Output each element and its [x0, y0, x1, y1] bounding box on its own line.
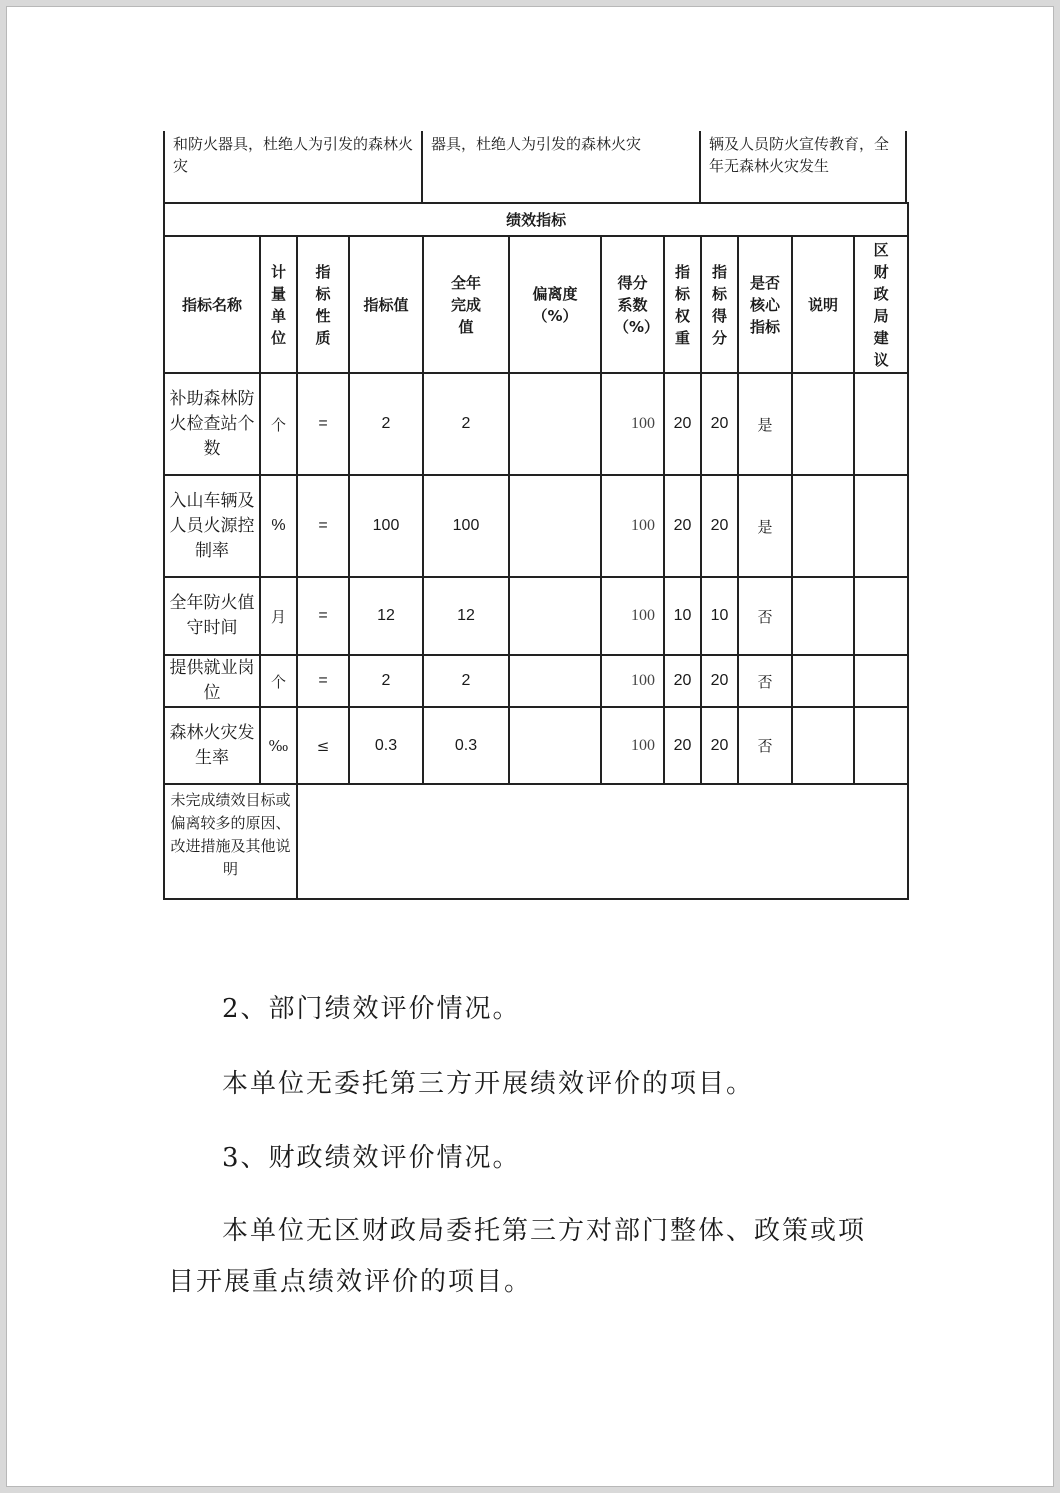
coefficient-cell: 100 — [601, 577, 664, 655]
deviation-cell — [509, 707, 601, 784]
coefficient-cell: 100 — [601, 373, 664, 475]
weight-cell: 20 — [664, 707, 701, 784]
continuation-cell-3: 辆及人员防火宣传教育，全年无森林火灾发生 — [709, 135, 890, 175]
score-cell: 20 — [701, 475, 738, 577]
header-nature: 指标性质 — [297, 236, 349, 373]
target-cell: 12 — [349, 577, 423, 655]
actual-cell: 2 — [423, 655, 509, 707]
coefficient-cell: 100 — [601, 707, 664, 784]
table-row — [164, 475, 908, 577]
indicator-name: 入山车辆及人员火源控制率 — [164, 475, 260, 577]
target-cell: 2 — [349, 373, 423, 475]
section-heading-3: 3、财政绩效评价情况。 — [222, 1143, 521, 1173]
indicator-name: 森林火灾发生率 — [164, 707, 260, 784]
continuation-cell-2: 器具，杜绝人为引发的森林火灾 — [423, 131, 701, 202]
remark-cell — [792, 707, 854, 784]
table-row — [164, 373, 908, 475]
header-target-value: 指标值 — [349, 236, 423, 373]
header-score: 指标得分 — [701, 236, 738, 373]
header-indicator-name: 指标名称 — [164, 236, 260, 373]
indicator-name: 全年防火值守时间 — [164, 577, 260, 655]
advice-cell — [854, 655, 908, 707]
table-row — [164, 655, 908, 707]
advice-cell — [854, 577, 908, 655]
weight-cell: 20 — [664, 655, 701, 707]
indicator-name: 补助森林防火检查站个数 — [164, 373, 260, 475]
score-cell: 10 — [701, 577, 738, 655]
weight-cell: 20 — [664, 475, 701, 577]
score-cell: 20 — [701, 373, 738, 475]
deviation-cell — [509, 655, 601, 707]
section-body-3-line-2: 目开展重点绩效评价的项目。 — [168, 1267, 533, 1297]
table-footer-row — [164, 784, 908, 899]
deviation-cell — [509, 373, 601, 475]
core-cell: 否 — [738, 577, 792, 655]
unit-cell: ‰ — [260, 707, 297, 784]
score-cell: 20 — [701, 655, 738, 707]
header-unit: 计量单位 — [260, 236, 297, 373]
footer-label: 未完成绩效目标或偏离较多的原因、改进措施及其他说明 — [164, 784, 297, 899]
section-heading-2: 2、部门绩效评价情况。 — [222, 994, 521, 1024]
header-deviation: 偏离度（%） — [509, 236, 601, 373]
performance-table-frame — [163, 131, 907, 900]
actual-cell: 12 — [423, 577, 509, 655]
remark-cell — [792, 373, 854, 475]
remark-cell — [792, 655, 854, 707]
nature-cell: = — [297, 577, 349, 655]
table-header-row — [164, 236, 908, 373]
remark-cell — [792, 577, 854, 655]
advice-cell — [854, 707, 908, 784]
performance-indicator-table — [163, 202, 909, 900]
header-score-coefficient: 得分系数（%） — [601, 236, 664, 373]
target-cell: 2 — [349, 655, 423, 707]
section-body-2: 本单位无委托第三方开展绩效评价的项目。 — [222, 1069, 755, 1099]
core-cell: 否 — [738, 707, 792, 784]
advice-cell — [854, 475, 908, 577]
target-cell: 0.3 — [349, 707, 423, 784]
coefficient-cell: 100 — [601, 475, 664, 577]
nature-cell: = — [297, 655, 349, 707]
continuation-row — [163, 131, 907, 202]
core-cell: 否 — [738, 655, 792, 707]
header-actual-value: 全年完成值 — [423, 236, 509, 373]
target-cell: 100 — [349, 475, 423, 577]
score-cell: 20 — [701, 707, 738, 784]
coefficient-cell: 100 — [601, 655, 664, 707]
section-body-3-line-1: 本单位无区财政局委托第三方对部门整体、政策或项 — [222, 1216, 867, 1246]
header-remark: 说明 — [792, 236, 854, 373]
header-weight: 指标权重 — [664, 236, 701, 373]
core-cell: 是 — [738, 475, 792, 577]
unit-cell: 个 — [260, 373, 297, 475]
actual-cell: 2 — [423, 373, 509, 475]
core-cell: 是 — [738, 373, 792, 475]
weight-cell: 20 — [664, 373, 701, 475]
unit-cell: % — [260, 475, 297, 577]
header-core-indicator: 是否核心指标 — [738, 236, 792, 373]
table-row — [164, 707, 908, 784]
weight-cell: 10 — [664, 577, 701, 655]
remark-cell — [792, 475, 854, 577]
deviation-cell — [509, 577, 601, 655]
nature-cell: ≤ — [297, 707, 349, 784]
table-row — [164, 577, 908, 655]
actual-cell: 0.3 — [423, 707, 509, 784]
unit-cell: 月 — [260, 577, 297, 655]
performance-indicator-banner: 绩效指标 — [164, 203, 908, 236]
header-finance-advice: 区财政局建议 — [854, 236, 908, 373]
indicator-name: 提供就业岗位 — [164, 655, 260, 707]
nature-cell: = — [297, 373, 349, 475]
footer-value — [297, 784, 908, 899]
unit-cell: 个 — [260, 655, 297, 707]
actual-cell: 100 — [423, 475, 509, 577]
continuation-cell-1: 和防火器具，杜绝人为引发的森林火灾 — [165, 131, 423, 202]
nature-cell: = — [297, 475, 349, 577]
deviation-cell — [509, 475, 601, 577]
advice-cell — [854, 373, 908, 475]
